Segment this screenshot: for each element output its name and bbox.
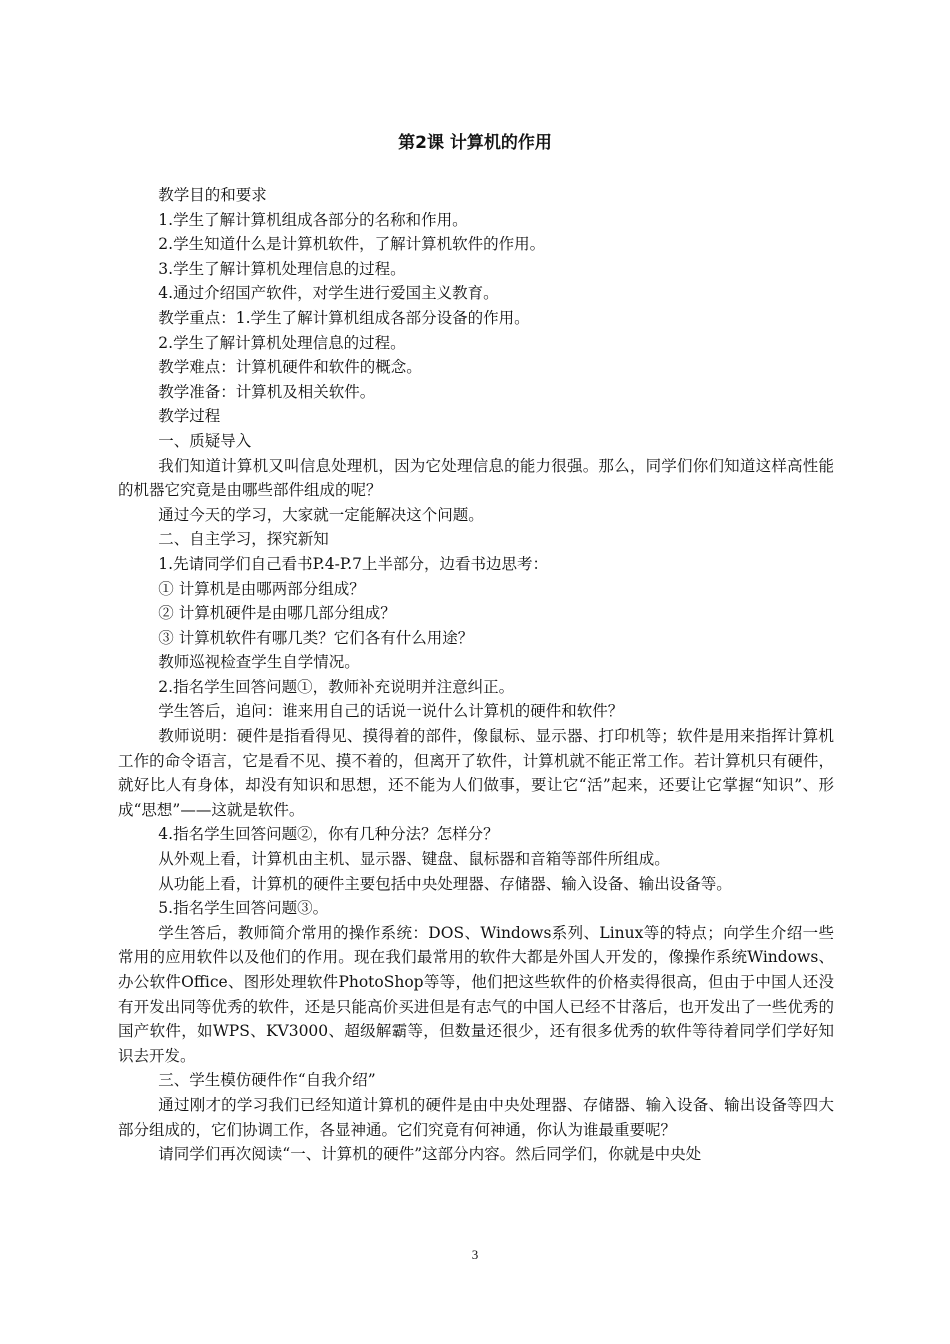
paragraph: 教学过程 (158, 407, 221, 426)
paragraph: 一、质疑导入 (158, 431, 252, 450)
paragraph: 三、学生模仿硬件作“自我介绍” (158, 1071, 376, 1090)
paragraph: ② 计算机硬件是由哪几部分组成？ (158, 604, 396, 623)
paragraph: 4.通过介绍国产软件，对学生进行爱国主义教育。 (158, 284, 499, 303)
paragraph: ① 计算机是由哪两部分组成？ (158, 579, 365, 598)
paragraph: 教学准备：计算机及相关软件。 (158, 382, 376, 401)
paragraph: 2.学生了解计算机处理信息的过程。 (158, 333, 406, 352)
paragraph: 4.指名学生回答问题②，你有几种分法？怎样分？ (158, 825, 499, 844)
paragraph: 从功能上看，计算机的硬件主要包括中央处理器、存储器、输入设备、输出设备等。 (158, 874, 732, 893)
page-number: 3 (471, 1247, 479, 1262)
paragraph: 2.指名学生回答问题①，教师补充说明并注意纠正。 (158, 677, 515, 696)
paragraph: 1.先请同学们自己看书P.4-P.7上半部分，边看书边思考： (158, 554, 548, 573)
paragraph: ③ 计算机软件有哪几类？它们各有什么用途？ (158, 628, 474, 647)
paragraph: 学生答后，教师简介常用的操作系统：DOS、Windows系列、Linux等的特点；向学生介绍一些常用的应用软件以及他们的作用。现在我们最常用的软件大都是外国人开发的，像操作系统Windows、办公软件Office、图形处理软件PhotoShop等等，他们把这些软件的价格卖得很高，但由于中国人还没有开发出同等优秀的软件，还是只能高价买进但是有志气的中国人已经不甘落后，也开发出了一些优秀的国产软件，如WPS、KV3000、超级解霸等，但数量还很少，还有很多优秀的软件等待着同学们学好知识去开发。 (118, 923, 834, 1065)
paragraph: 教学难点：计算机硬件和软件的概念。 (158, 358, 422, 377)
paragraph: 教学重点：1.学生了解计算机组成各部分设备的作用。 (158, 308, 530, 327)
paragraph: 通过刚才的学习我们已经知道计算机的硬件是由中央处理器、存储器、输入设备、输出设备等四大部分组成的，它们协调工作，各显神通。它们究竟有何神通，你认为谁最重要呢？ (118, 1095, 834, 1139)
document-body (118, 183, 834, 1167)
paragraph: 教学目的和要求 (158, 186, 267, 204)
paragraph: 5.指名学生回答问题③。 (158, 899, 329, 918)
paragraph: 3.学生了解计算机处理信息的过程。 (158, 259, 406, 278)
paragraph: 教师巡视检查学生自学情况。 (158, 653, 360, 672)
page-title: 第2课 计算机的作用 (398, 133, 552, 153)
paragraph: 学生答后，追问：谁来用自己的话说一说什么计算机的硬件和软件？ (158, 702, 624, 721)
paragraph: 我们知道计算机又叫信息处理机，因为它处理信息的能力很强。那么，同学们你们知道这样高性能的机器它究竟是由哪些部件组成的呢？ (118, 456, 834, 500)
paragraph: 2.学生知道什么是计算机软件，了解计算机软件的作用。 (158, 235, 546, 254)
paragraph: 二、自主学习，探究新知 (158, 530, 329, 549)
paragraph: 请同学们再次阅读“一、计算机的硬件”这部分内容。然后同学们，你就是中央处 (158, 1145, 702, 1164)
paragraph: 1.学生了解计算机组成各部分的名称和作用。 (158, 210, 468, 229)
paragraph: 通过今天的学习，大家就一定能解决这个问题。 (158, 505, 484, 524)
paragraph: 教师说明：硬件是指看得见、摸得着的部件，像鼠标、显示器、打印机等；软件是用来指挥计算机工作的命令语言，它是看不见、摸不着的，但离开了软件，计算机就不能正常工作。若计算机只有硬件，就好比人有身体，却没有知识和思想，还不能为人们做事，要让它“活”起来，还要让它掌握“知识”、形成“思想”——这就是软件。 (118, 727, 834, 819)
paragraph: 从外观上看，计算机由主机、显示器、键盘、鼠标器和音箱等部件所组成。 (158, 850, 670, 869)
